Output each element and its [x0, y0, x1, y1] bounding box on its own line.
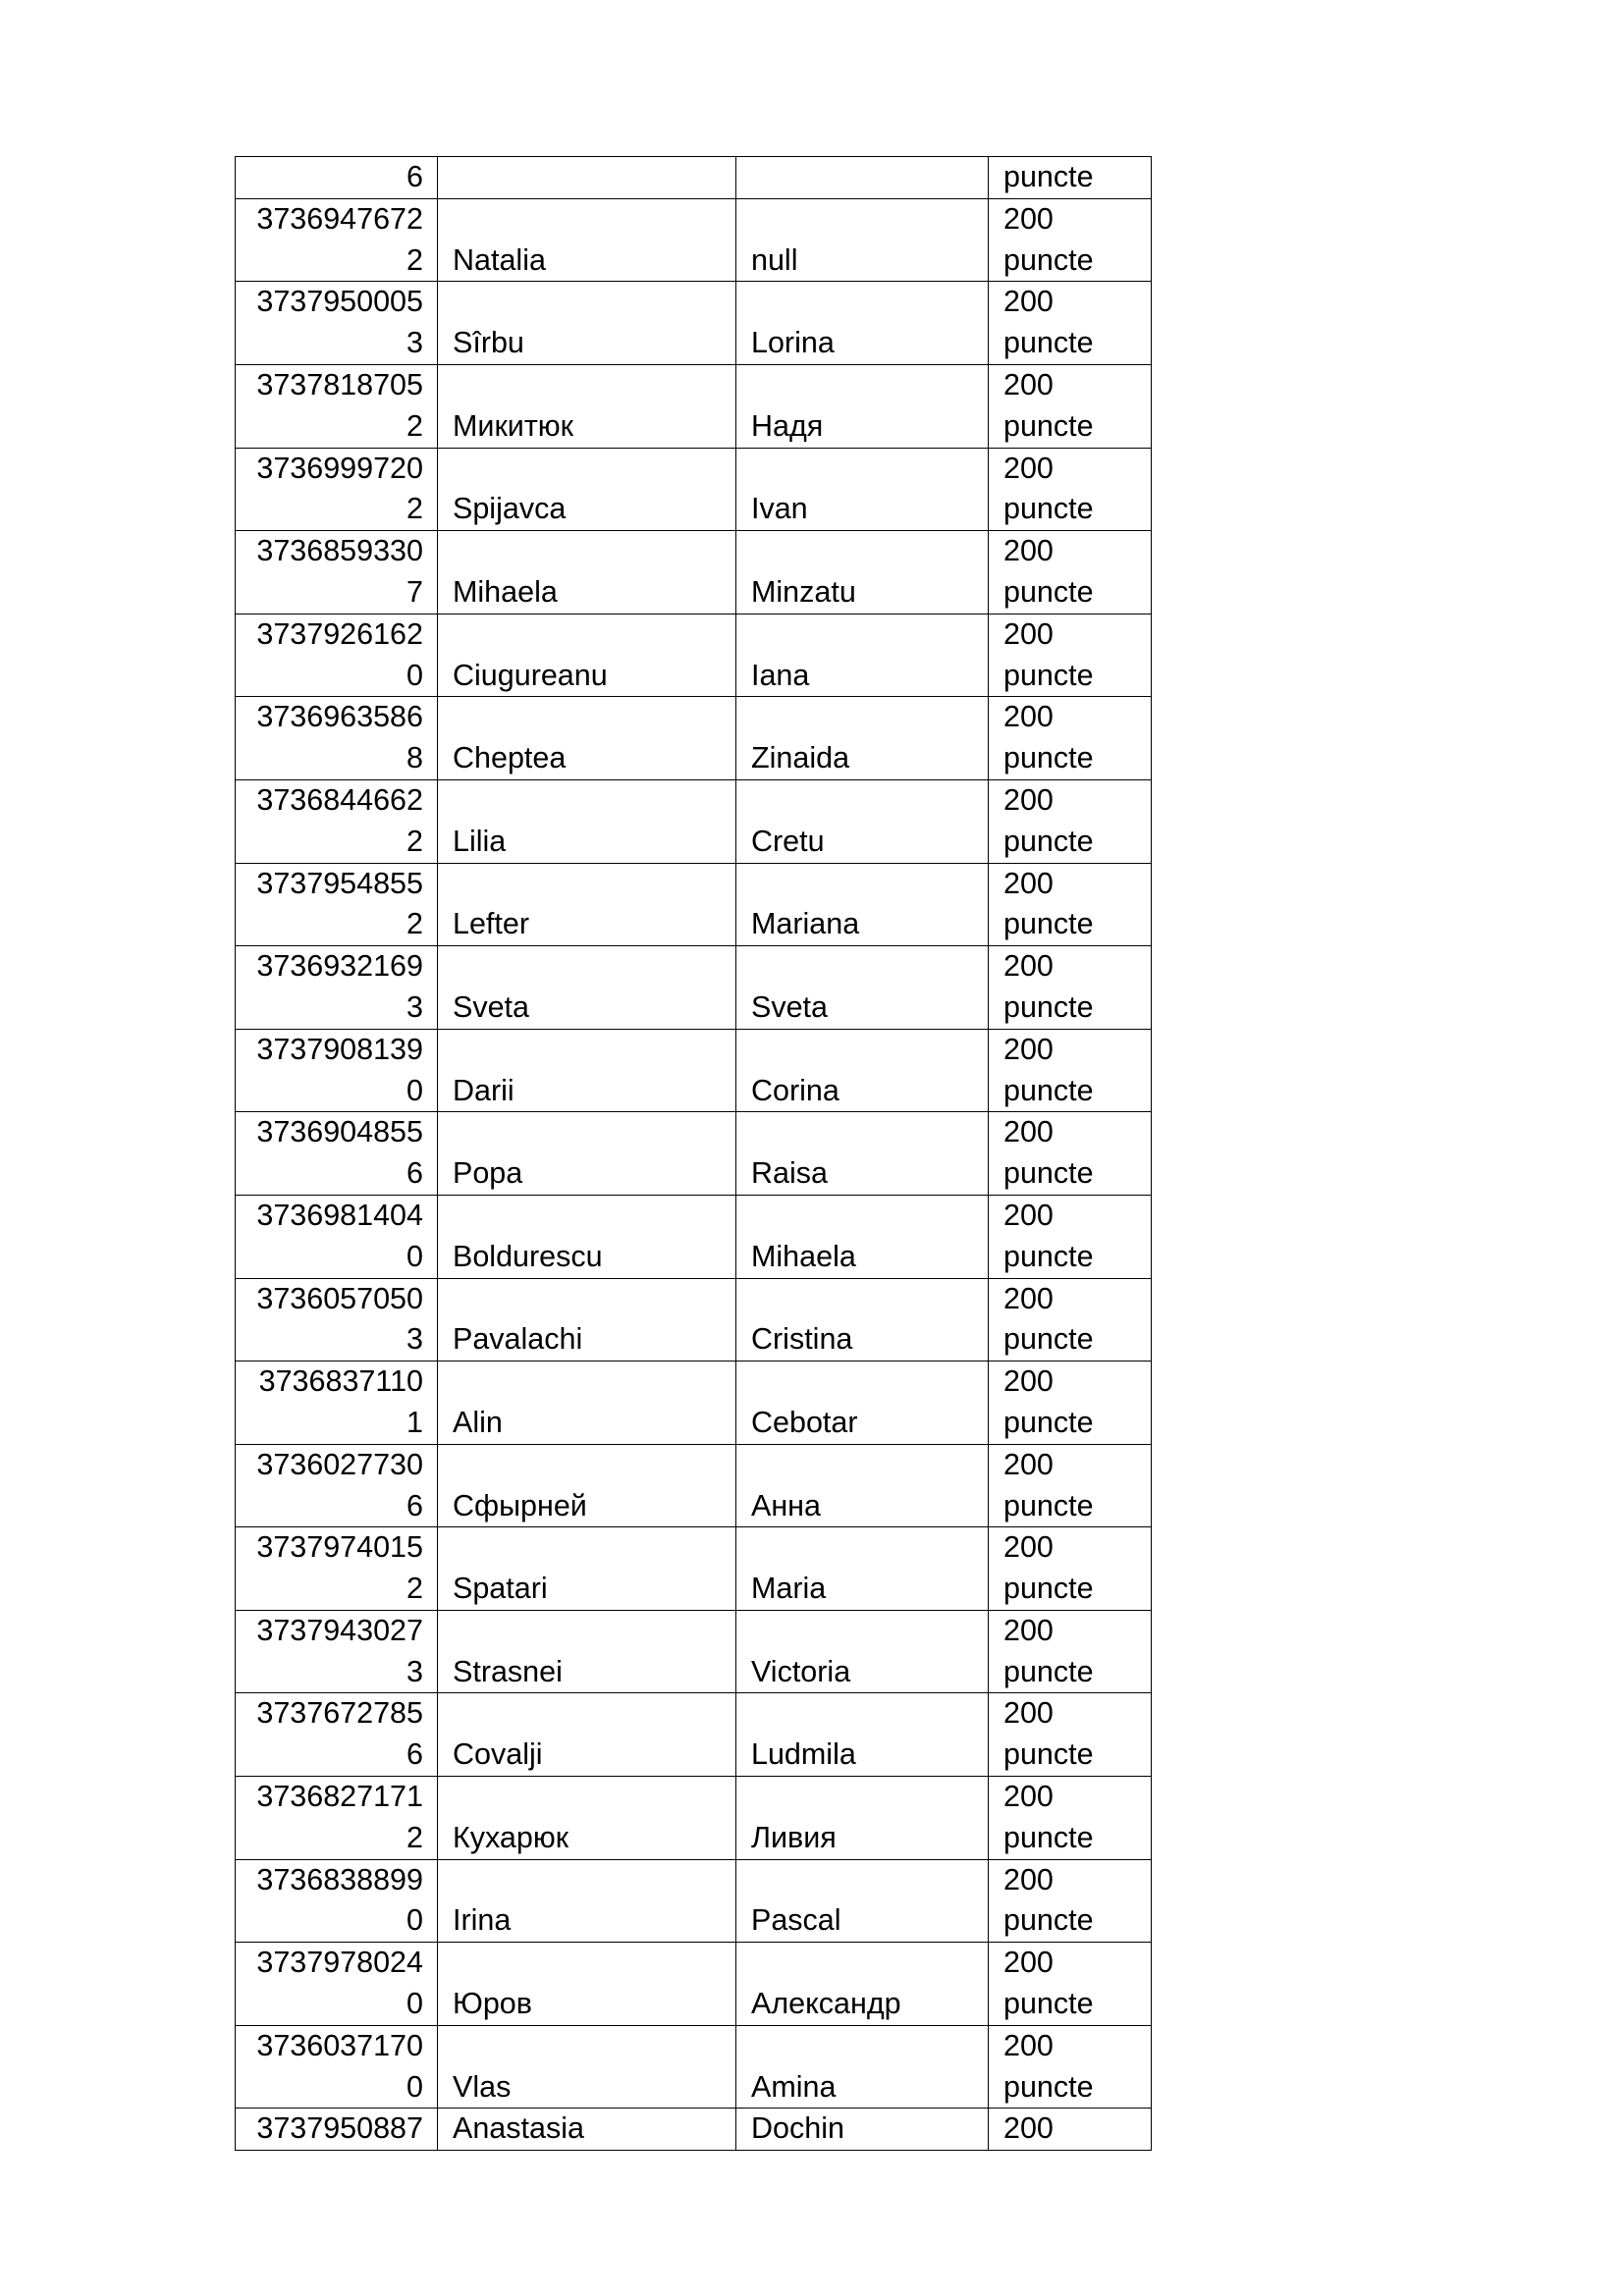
points-unit: puncte	[1003, 242, 1094, 277]
data-table	[235, 156, 1152, 2151]
points-value: 200	[1003, 949, 1054, 984]
phone-number: 3736904855	[256, 1115, 423, 1149]
points-value: 200	[1003, 2111, 1054, 2146]
points-unit: puncte	[1003, 1405, 1094, 1439]
first-name: Boldurescu	[453, 1239, 603, 1273]
points-value: 200	[1003, 782, 1054, 817]
first-name-cell	[438, 1693, 736, 1777]
points-value: 200	[1003, 1862, 1054, 1896]
last-name-cell	[736, 364, 989, 448]
points-unit: puncte	[1003, 824, 1094, 858]
points-unit: puncte	[1003, 989, 1094, 1024]
points-cell	[989, 1859, 1152, 1943]
first-name: Spijavca	[453, 492, 567, 526]
last-name: Ivan	[751, 492, 808, 526]
last-name-cell	[736, 946, 989, 1030]
last-name-cell	[736, 1029, 989, 1112]
phone-tail: 2	[406, 408, 423, 443]
points-cell	[989, 1195, 1152, 1278]
table-row-last	[236, 2109, 1152, 2151]
points-cell	[989, 198, 1152, 282]
table-row	[236, 1362, 1152, 1445]
first-name: Irina	[453, 1903, 512, 1938]
phone-cell	[236, 614, 438, 697]
phone-number: 3737908139	[256, 1032, 423, 1066]
phone-number: 3737672785	[256, 1696, 423, 1731]
table-row	[236, 364, 1152, 448]
phone-number: 3736037170	[256, 2028, 423, 2062]
last-name-cell	[736, 2025, 989, 2109]
last-name: Ливия	[751, 1820, 837, 1854]
last-name: Dochin	[751, 2111, 844, 2146]
points-cell	[989, 1693, 1152, 1777]
phone-number: 3737818705	[256, 367, 423, 401]
first-name: Sveta	[453, 989, 529, 1024]
phone-cell	[236, 364, 438, 448]
phone-tail: 6	[406, 160, 423, 193]
points-value: 200	[1003, 1613, 1054, 1647]
last-name-cell	[736, 531, 989, 614]
first-name: Covalji	[453, 1737, 543, 1772]
phone-tail: 3	[406, 989, 423, 1024]
phone-tail: 0	[406, 658, 423, 692]
table-row	[236, 1278, 1152, 1362]
points-unit: puncte	[1003, 492, 1094, 526]
first-name-cell	[438, 448, 736, 531]
points-value: 200	[1003, 285, 1054, 319]
last-name: Cretu	[751, 824, 825, 858]
first-name-cell	[438, 1029, 736, 1112]
last-name-cell	[736, 697, 989, 780]
phone-number: 3736963586	[256, 700, 423, 734]
first-name-cell	[438, 1610, 736, 1693]
phone-number: 3736838899	[256, 1862, 423, 1896]
first-name-cell	[438, 1943, 736, 2026]
first-name-cell	[438, 614, 736, 697]
last-name: null	[751, 242, 798, 277]
last-name: Анна	[751, 1488, 821, 1522]
first-name: Pavalachi	[453, 1322, 583, 1357]
first-name: Lilia	[453, 824, 507, 858]
phone-cell	[236, 1112, 438, 1196]
first-name-cell	[438, 1777, 736, 1860]
first-name: Anastasia	[453, 2111, 584, 2146]
phone-cell	[236, 198, 438, 282]
phone-number: 3736859330	[256, 534, 423, 568]
phone-tail: 6	[406, 1737, 423, 1772]
points-unit: puncte	[1003, 1737, 1094, 1772]
last-name: Zinaida	[751, 741, 850, 775]
last-name-cell	[736, 614, 989, 697]
last-name: Mariana	[751, 907, 860, 941]
last-name: Victoria	[751, 1654, 851, 1688]
first-name: Alin	[453, 1405, 503, 1439]
points-cell	[989, 1029, 1152, 1112]
points-cell	[989, 531, 1152, 614]
table-row	[236, 946, 1152, 1030]
points-unit: puncte	[1003, 574, 1094, 609]
points-cell	[989, 863, 1152, 946]
table-row	[236, 1195, 1152, 1278]
phone-cell	[236, 531, 438, 614]
phone-number: 3737950005	[256, 285, 423, 319]
last-name-cell	[736, 448, 989, 531]
phone-number: 3736837110	[258, 1364, 423, 1399]
first-name-cell	[438, 531, 736, 614]
phone-number: 3736981404	[256, 1198, 423, 1232]
last-name-cell	[736, 779, 989, 863]
last-name-cell	[736, 2109, 989, 2151]
first-name: Юров	[453, 1987, 532, 2021]
points-value: 200	[1003, 866, 1054, 900]
first-name-cell	[438, 863, 736, 946]
phone-tail: 1	[406, 1405, 423, 1439]
points-cell	[989, 1777, 1152, 1860]
points-value: 200	[1003, 1198, 1054, 1232]
table-row	[236, 1527, 1152, 1611]
phone-cell	[236, 1610, 438, 1693]
phone-tail: 0	[406, 1987, 423, 2021]
table-body	[236, 157, 1152, 2151]
points-value: 200	[1003, 201, 1054, 236]
points-unit: puncte	[1003, 1987, 1094, 2021]
first-name: Strasnei	[453, 1654, 563, 1688]
phone-number: 3736027730	[256, 1447, 423, 1481]
points-cell	[989, 364, 1152, 448]
phone-cell	[236, 2109, 438, 2151]
table-row	[236, 531, 1152, 614]
first-name-cell	[438, 282, 736, 365]
table-row	[236, 1444, 1152, 1527]
table-row	[236, 448, 1152, 531]
points-unit: puncte	[1003, 2069, 1094, 2104]
last-name-cell	[736, 282, 989, 365]
first-name-cell	[438, 697, 736, 780]
first-name-cell	[438, 2109, 736, 2151]
phone-number: 3736057050	[256, 1281, 423, 1315]
last-name-cell	[736, 1195, 989, 1278]
last-name-cell	[736, 1610, 989, 1693]
first-name: Sîrbu	[453, 326, 524, 360]
points-value: 200	[1003, 1364, 1054, 1399]
first-name-cell	[438, 946, 736, 1030]
points-cell	[989, 614, 1152, 697]
last-name-cell	[736, 157, 989, 199]
phone-cell	[236, 1693, 438, 1777]
points-cell	[989, 1527, 1152, 1611]
last-name: Amina	[751, 2069, 837, 2104]
points-unit: puncte	[1003, 1903, 1094, 1938]
first-name: Popa	[453, 1156, 523, 1191]
table-row	[236, 1029, 1152, 1112]
points-unit: puncte	[1003, 1572, 1094, 1606]
table-row	[236, 1859, 1152, 1943]
table-row	[236, 1693, 1152, 1777]
phone-tail: 2	[406, 824, 423, 858]
phone-number: 3736844662	[256, 782, 423, 817]
phone-tail: 3	[406, 1654, 423, 1688]
points-value: 200	[1003, 451, 1054, 485]
phone-cell	[236, 448, 438, 531]
points-cell	[989, 448, 1152, 531]
points-unit: puncte	[1003, 1322, 1094, 1357]
phone-cell	[236, 2025, 438, 2109]
last-name: Raisa	[751, 1156, 828, 1191]
phone-tail: 0	[406, 1903, 423, 1938]
points-value: 200	[1003, 1696, 1054, 1731]
phone-cell	[236, 157, 438, 199]
phone-number: 3736827171	[256, 1780, 423, 1814]
phone-number: 3737943027	[256, 1613, 423, 1647]
points-unit: puncte	[1003, 741, 1094, 775]
phone-number: 3737974015	[256, 1530, 423, 1565]
points-unit: puncte	[1003, 1488, 1094, 1522]
phone-number: 3736947672	[256, 201, 423, 236]
points-value: 200	[1003, 616, 1054, 651]
points-cell	[989, 2025, 1152, 2109]
phone-tail: 2	[406, 1820, 423, 1854]
phone-cell	[236, 1859, 438, 1943]
last-name: Minzatu	[751, 574, 856, 609]
first-name-cell	[438, 1278, 736, 1362]
points-unit: puncte	[1003, 326, 1094, 360]
first-name-cell	[438, 2025, 736, 2109]
points-cell	[989, 1943, 1152, 2026]
points-value: 200	[1003, 2028, 1054, 2062]
last-name-cell	[736, 1527, 989, 1611]
table-row	[236, 779, 1152, 863]
first-name: Natalia	[453, 242, 546, 277]
points-value: 200	[1003, 1946, 1054, 1980]
points-unit: puncte	[1003, 1654, 1094, 1688]
first-name: Сфырней	[453, 1488, 587, 1522]
last-name-cell	[736, 863, 989, 946]
points-unit: puncte	[1003, 907, 1094, 941]
phone-cell	[236, 1777, 438, 1860]
first-name-cell	[438, 157, 736, 199]
phone-number: 3736932169	[256, 949, 423, 984]
phone-cell	[236, 1195, 438, 1278]
phone-cell	[236, 697, 438, 780]
phone-cell	[236, 779, 438, 863]
table-row	[236, 1112, 1152, 1196]
points-unit: puncte	[1003, 1156, 1094, 1191]
points-value: 200	[1003, 1447, 1054, 1481]
phone-tail: 3	[406, 326, 423, 360]
table-row	[236, 198, 1152, 282]
last-name-cell	[736, 1444, 989, 1527]
points-unit: puncte	[1003, 658, 1094, 692]
first-name-cell	[438, 364, 736, 448]
phone-tail: 6	[406, 1488, 423, 1522]
last-name-cell	[736, 1362, 989, 1445]
phone-cell	[236, 1362, 438, 1445]
table-row	[236, 1777, 1152, 1860]
points-cell	[989, 946, 1152, 1030]
last-name-cell	[736, 198, 989, 282]
points-cell	[989, 157, 1152, 199]
points-value: 200	[1003, 1530, 1054, 1565]
phone-number: 3737926162	[256, 616, 423, 651]
table-row	[236, 2025, 1152, 2109]
phone-number: 3737978024	[256, 1946, 423, 1980]
first-name: Lefter	[453, 907, 529, 941]
points-value: 200	[1003, 534, 1054, 568]
last-name: Александр	[751, 1987, 901, 2021]
points-cell	[989, 1112, 1152, 1196]
phone-cell	[236, 282, 438, 365]
points-value: 200	[1003, 1115, 1054, 1149]
phone-number: 3737950887	[256, 2111, 423, 2146]
phone-tail: 7	[406, 574, 423, 609]
points-cell	[989, 1278, 1152, 1362]
phone-cell	[236, 1943, 438, 2026]
first-name: Кухарюк	[453, 1820, 569, 1854]
phone-cell	[236, 1444, 438, 1527]
first-name-cell	[438, 1112, 736, 1196]
first-name-cell	[438, 1362, 736, 1445]
phone-tail: 6	[406, 1156, 423, 1191]
phone-cell	[236, 1278, 438, 1362]
points-cell	[989, 697, 1152, 780]
points-cell	[989, 1610, 1152, 1693]
first-name-cell	[438, 1859, 736, 1943]
points-tail: puncte	[1003, 160, 1094, 193]
points-cell	[989, 1362, 1152, 1445]
table-row	[236, 282, 1152, 365]
phone-tail: 0	[406, 2069, 423, 2104]
points-cell	[989, 779, 1152, 863]
first-name-cell	[438, 779, 736, 863]
last-name: Cebotar	[751, 1405, 858, 1439]
points-value: 200	[1003, 1281, 1054, 1315]
last-name: Pascal	[751, 1903, 841, 1938]
phone-tail: 8	[406, 741, 423, 775]
table-row	[236, 697, 1152, 780]
first-name-cell	[438, 1527, 736, 1611]
points-value: 200	[1003, 700, 1054, 734]
table-row-first	[236, 157, 1152, 199]
points-value: 200	[1003, 367, 1054, 401]
first-name: Mihaela	[453, 574, 558, 609]
points-unit: puncte	[1003, 408, 1094, 443]
last-name: Maria	[751, 1572, 827, 1606]
last-name-cell	[736, 1777, 989, 1860]
phone-cell	[236, 1029, 438, 1112]
last-name: Надя	[751, 408, 824, 443]
table-row	[236, 1943, 1152, 2026]
first-name: Cheptea	[453, 741, 567, 775]
phone-tail: 3	[406, 1322, 423, 1357]
last-name: Mihaela	[751, 1239, 856, 1273]
first-name: Vlas	[453, 2069, 512, 2104]
table-row	[236, 614, 1152, 697]
phone-cell	[236, 946, 438, 1030]
last-name: Corina	[751, 1073, 839, 1107]
points-unit: puncte	[1003, 1820, 1094, 1854]
last-name: Lorina	[751, 326, 835, 360]
phone-tail: 2	[406, 907, 423, 941]
first-name: Микитюк	[453, 408, 574, 443]
phone-cell	[236, 863, 438, 946]
last-name: Sveta	[751, 989, 828, 1024]
table-row	[236, 1610, 1152, 1693]
points-cell	[989, 282, 1152, 365]
points-value: 200	[1003, 1032, 1054, 1066]
points-cell	[989, 2109, 1152, 2151]
last-name-cell	[736, 1943, 989, 2026]
first-name-cell	[438, 198, 736, 282]
points-value: 200	[1003, 1780, 1054, 1814]
first-name: Ciugureanu	[453, 658, 608, 692]
last-name-cell	[736, 1693, 989, 1777]
points-unit: puncte	[1003, 1073, 1094, 1107]
last-name: Iana	[751, 658, 810, 692]
last-name-cell	[736, 1859, 989, 1943]
first-name-cell	[438, 1444, 736, 1527]
table-row	[236, 863, 1152, 946]
phone-tail: 0	[406, 1073, 423, 1107]
last-name-cell	[736, 1278, 989, 1362]
phone-number: 3736999720	[256, 451, 423, 485]
phone-tail: 2	[406, 1572, 423, 1606]
first-name: Spatari	[453, 1572, 548, 1606]
phone-tail: 2	[406, 492, 423, 526]
phone-tail: 2	[406, 242, 423, 277]
first-name: Darii	[453, 1073, 514, 1107]
phone-number: 3737954855	[256, 866, 423, 900]
last-name: Ludmila	[751, 1737, 856, 1772]
first-name-cell	[438, 1195, 736, 1278]
last-name-cell	[736, 1112, 989, 1196]
points-cell	[989, 1444, 1152, 1527]
phone-cell	[236, 1527, 438, 1611]
last-name: Cristina	[751, 1322, 853, 1357]
points-unit: puncte	[1003, 1239, 1094, 1273]
phone-tail: 0	[406, 1239, 423, 1273]
